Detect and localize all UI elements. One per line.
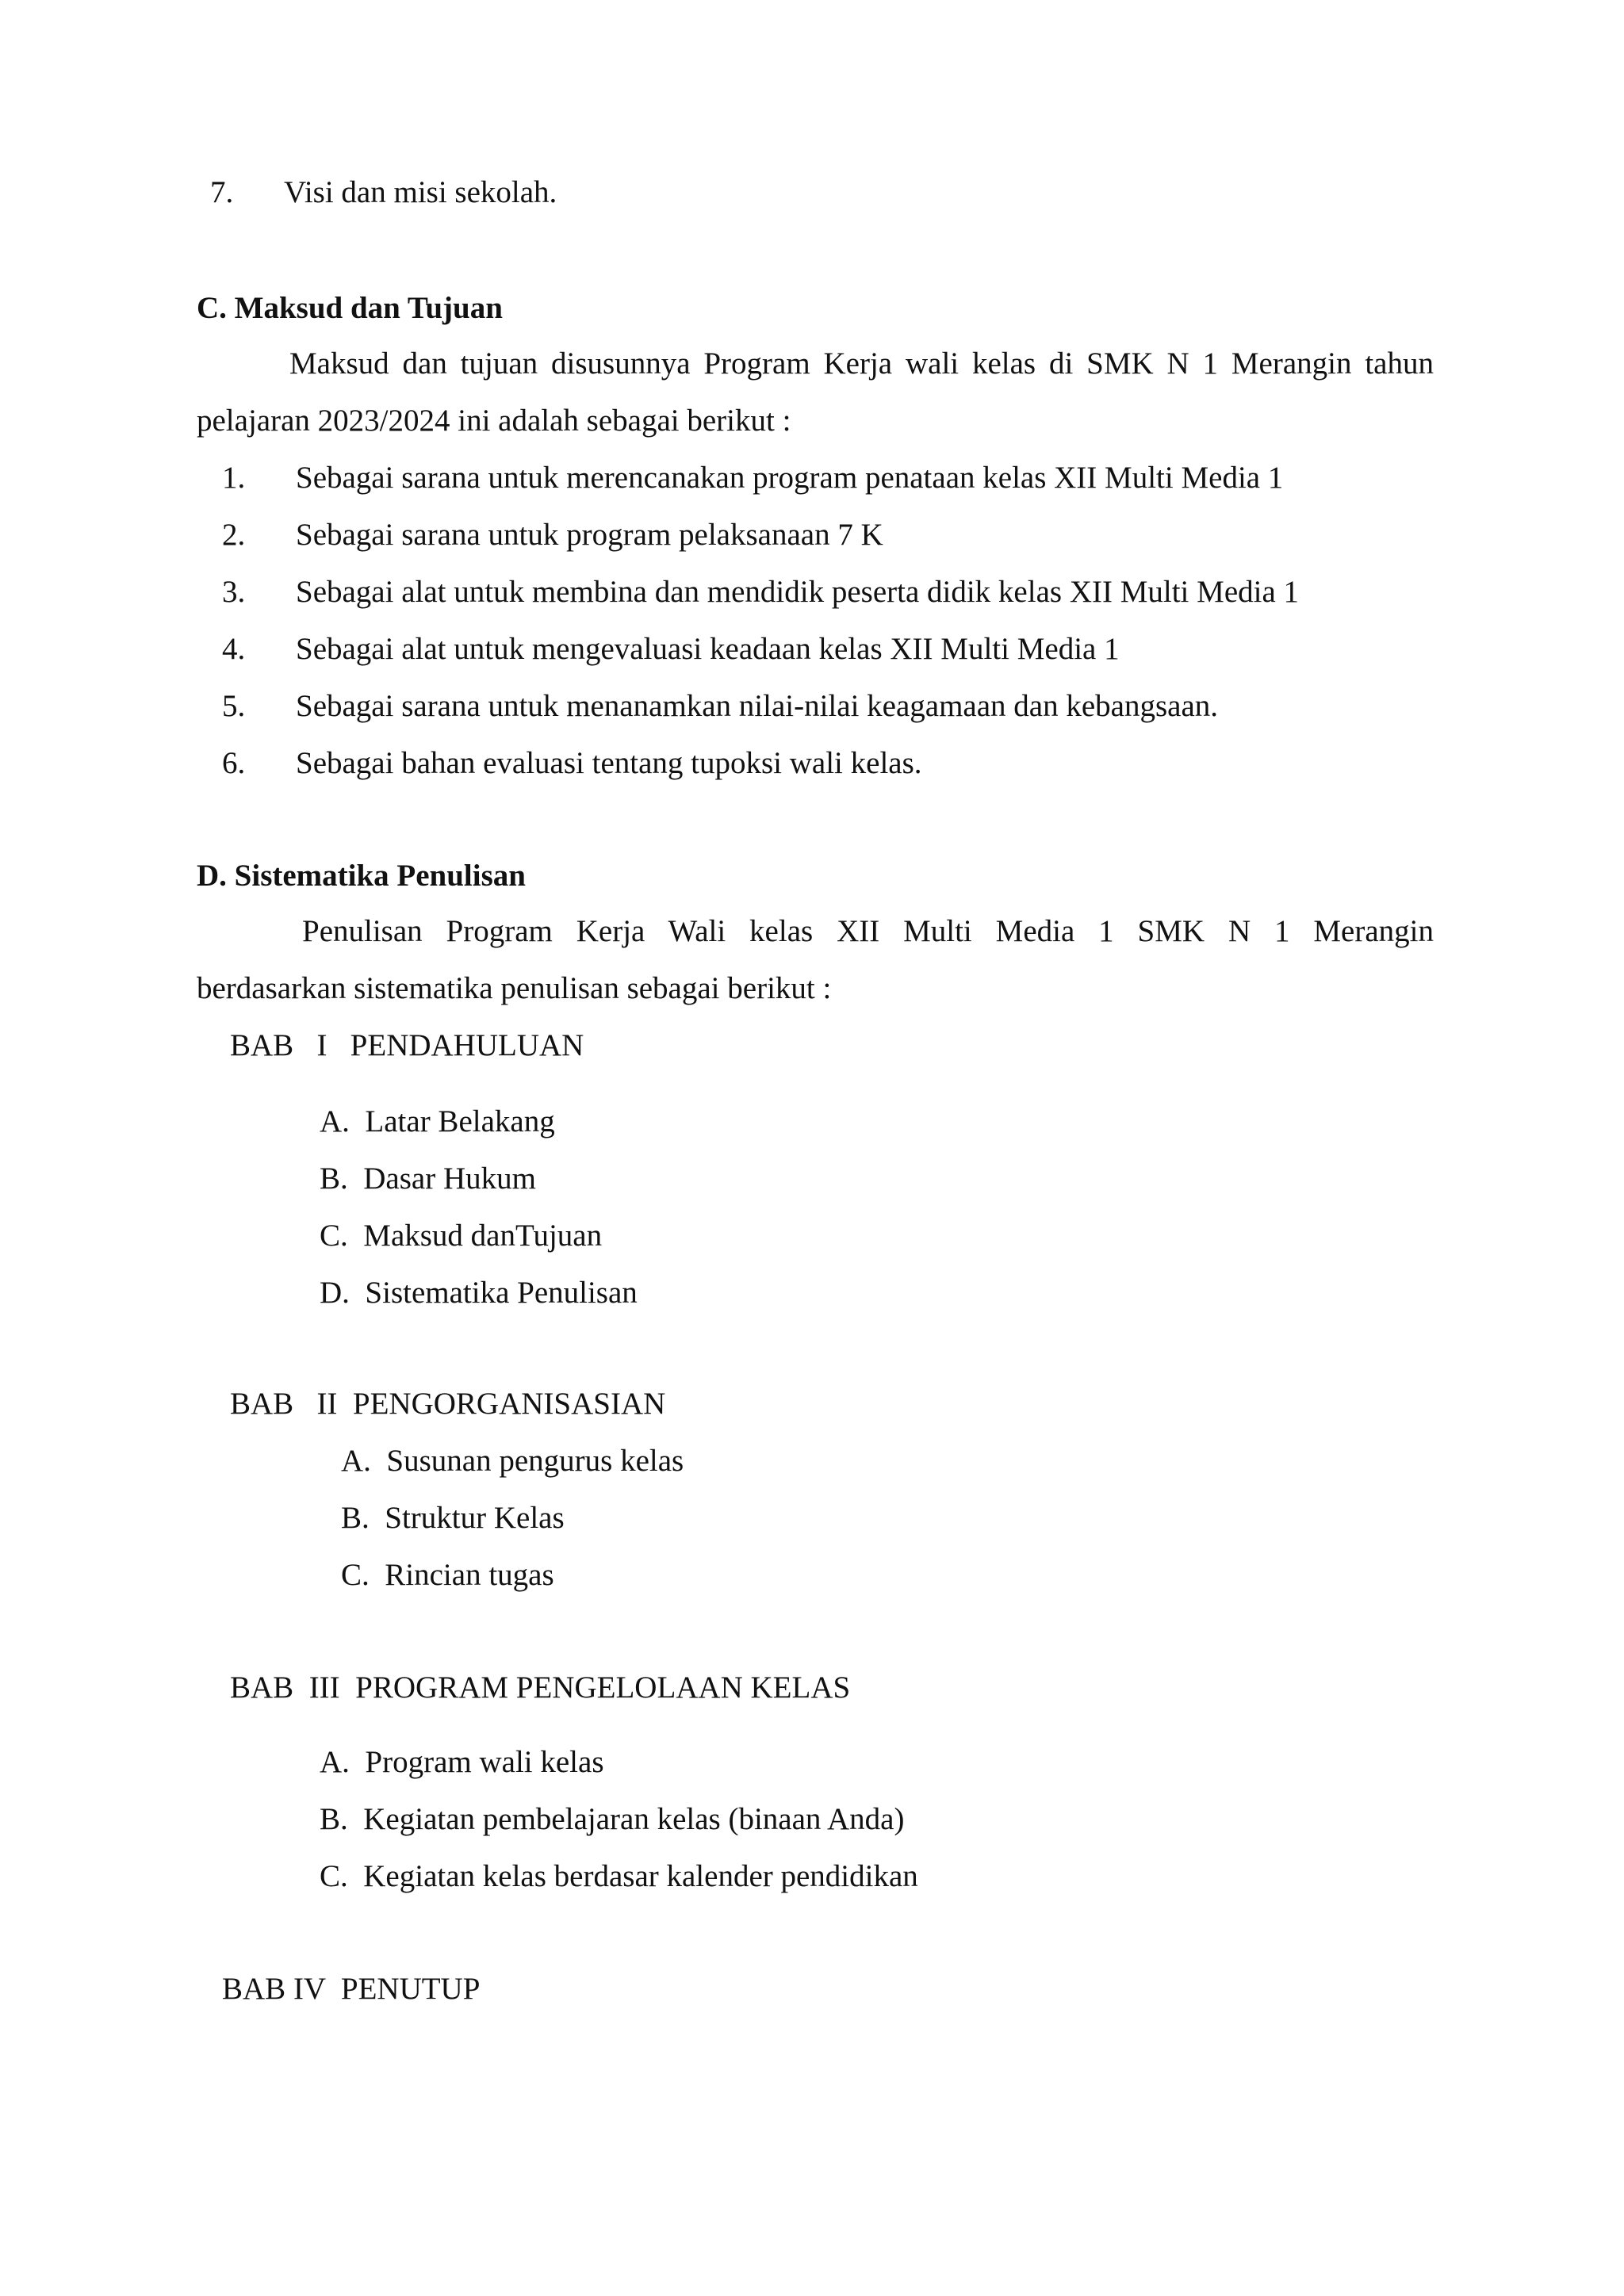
list-number: 3. (222, 575, 246, 609)
section-d-heading: D. Sistematika Penulisan (197, 859, 526, 893)
outline-item: B. Kegiatan pembelajaran kelas (binaan Anda) (320, 1802, 905, 1836)
outline-item: A. Susunan pengurus kelas (341, 1444, 684, 1478)
bab-2-title: BAB II PENGORGANISASIAN (230, 1387, 666, 1421)
list-item-text: Sebagai alat untuk membina dan mendidik peserta didik kelas XII Multi Media 1 (296, 575, 1300, 609)
list-item-text: Sebagai alat untuk mengevaluasi keadaan kelas XII Multi Media 1 (296, 632, 1120, 666)
list-item-text: Sebagai sarana untuk merencanakan program penataan kelas XII Multi Media 1 (296, 461, 1284, 495)
outline-item: A. Latar Belakang (320, 1104, 555, 1138)
outline-item: A. Program wali kelas (320, 1745, 604, 1779)
list-number: 4. (222, 632, 246, 666)
section-c-paragraph-line1: Maksud dan tujuan disusunnya Program Kerja wali kelas di SMK N 1 Merangin tahun (289, 346, 1434, 381)
bab-4-title: BAB IV PENUTUP (222, 1972, 481, 2006)
list-item-text: Sebagai sarana untuk program pelaksanaan 7 K (296, 518, 883, 552)
section-c-paragraph-line2: pelajaran 2023/2024 ini adalah sebagai berikut : (197, 404, 791, 438)
bab-3-title: BAB III PROGRAM PENGELOLAAN KELAS (230, 1670, 851, 1705)
outline-item: B. Struktur Kelas (341, 1501, 565, 1535)
outline-item: B. Dasar Hukum (320, 1161, 536, 1196)
list-number: 1. (222, 461, 246, 495)
list-number: 6. (222, 746, 246, 780)
list-number: 7. (210, 175, 234, 209)
list-item-text: Sebagai bahan evaluasi tentang tupoksi wali kelas. (296, 746, 922, 780)
outline-item: D. Sistematika Penulisan (320, 1276, 638, 1310)
outline-item: C. Rincian tugas (341, 1558, 554, 1592)
section-d-paragraph-line1: Penulisan Program Kerja Wali kelas XII Multi Media 1 SMK N 1 Merangin (302, 914, 1434, 948)
section-c-heading: C. Maksud dan Tujuan (197, 291, 503, 325)
list-item-text: Sebagai sarana untuk menanamkan nilai-nilai keagamaan dan kebangsaan. (296, 689, 1219, 723)
section-d-paragraph-line2: berdasarkan sistematika penulisan sebagai berikut : (197, 971, 832, 1005)
list-item-text: Visi dan misi sekolah. (284, 175, 557, 209)
bab-1-title: BAB I PENDAHULUAN (230, 1028, 584, 1062)
outline-item: C. Kegiatan kelas berdasar kalender pendidikan (320, 1859, 918, 1893)
outline-item: C. Maksud danTujuan (320, 1219, 603, 1253)
list-number: 5. (222, 689, 246, 723)
list-number: 2. (222, 518, 246, 552)
